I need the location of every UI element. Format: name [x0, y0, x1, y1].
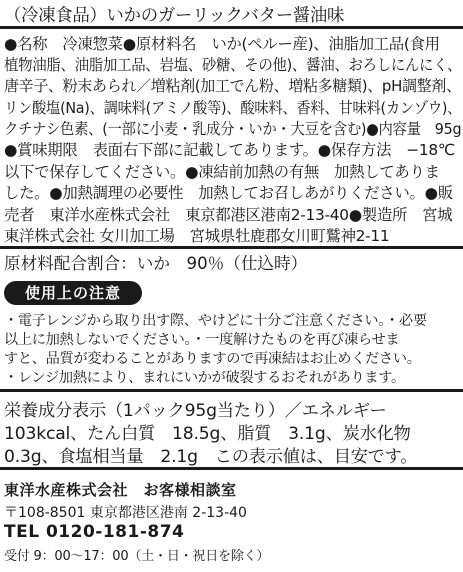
nutrition-line: 0.3g、食塩相当量 2.1g この表示値は、目安です。 — [4, 447, 418, 467]
contact-phone: TEL 0120-181-874 — [4, 522, 185, 542]
ingredients-line: 東洋株式会社 女川加工場 宮城県牡鹿郡女川町鷲神2-11 — [4, 227, 390, 245]
nutrition-divider — [0, 467, 463, 470]
caution-line: すと、品質が変わることがありますので再凍結はお止めください。 — [4, 351, 421, 367]
nutrition-line: 栄養成分表示（1パック95g当たり）／エネルギー — [4, 401, 387, 421]
ingredients-line: 売者 東洋水産株式会社 東京都港区港南2-13-40●製造所 宮城 — [4, 206, 453, 224]
caution-heading: 使用上の注意 — [4, 281, 142, 305]
ingredients-line: 唐辛子、粉末あられ／増粘剤(加工でん粉、増粘多糖類)、pH調整剤、 — [4, 77, 461, 95]
ingredients-line: リン酸塩(Na)、調味料(アミノ酸等)、酸味料、香料、甘味料(カンゾウ)、 — [4, 99, 462, 117]
ingredients-line: クチナシ色素、(一部に小麦・乳成分・いか・大豆を含む)●内容量 95g — [4, 120, 462, 138]
ingredients-line: 以下で保存してください。●凍結前加熱の有無 加熱してありま — [4, 163, 440, 181]
caution-line: ・レンジ加熱により、まれにいかが破裂するおそれがあります。 — [4, 370, 405, 386]
ingredients-line: ●名称 冷凍惣菜●原材料名 いか(ペルー産)、油脂加工品(食用 — [4, 35, 440, 53]
contact-hours: 受付 9：00〜17：00（土・日・祝日を除く） — [4, 549, 270, 564]
caution-line: ・電子レンジから取り出す際、やけどに十分ご注意ください。・必要 — [4, 313, 427, 329]
nutrition-line: 103kcal、たん白質 18.5g、脂質 3.1g、炭水化物 — [4, 424, 411, 444]
title-divider — [0, 26, 463, 29]
contact-company: 東洋水産株式会社 お客様相談室 — [4, 481, 237, 499]
ingredient-ratio: 原材料配合割合：いか 90％（仕込時） — [4, 254, 308, 273]
contact-address: 〒108-8501 東京都港区港南 2-13-40 — [4, 505, 247, 521]
caution-line: 以上に加熱しないでください。・一度解けたものを再び凍らせま — [4, 332, 400, 348]
ingredients-line: ●賞味期限 表面右下部に記載してあります。●保存方法 −18℃ — [4, 141, 455, 159]
ingredients-line: した。●加熱調理の必要性 加熱してお召しあがりください。●販 — [4, 184, 453, 202]
ingredients-line: 植物油脂、油脂加工品、岩塩、砂糖、その他)、醤油、おろしにんにく、 — [4, 56, 462, 74]
product-title: （冷凍食品）いかのガーリックバター醤油味 — [4, 6, 345, 26]
caution-divider — [0, 389, 463, 392]
ingredients-divider — [0, 246, 463, 249]
